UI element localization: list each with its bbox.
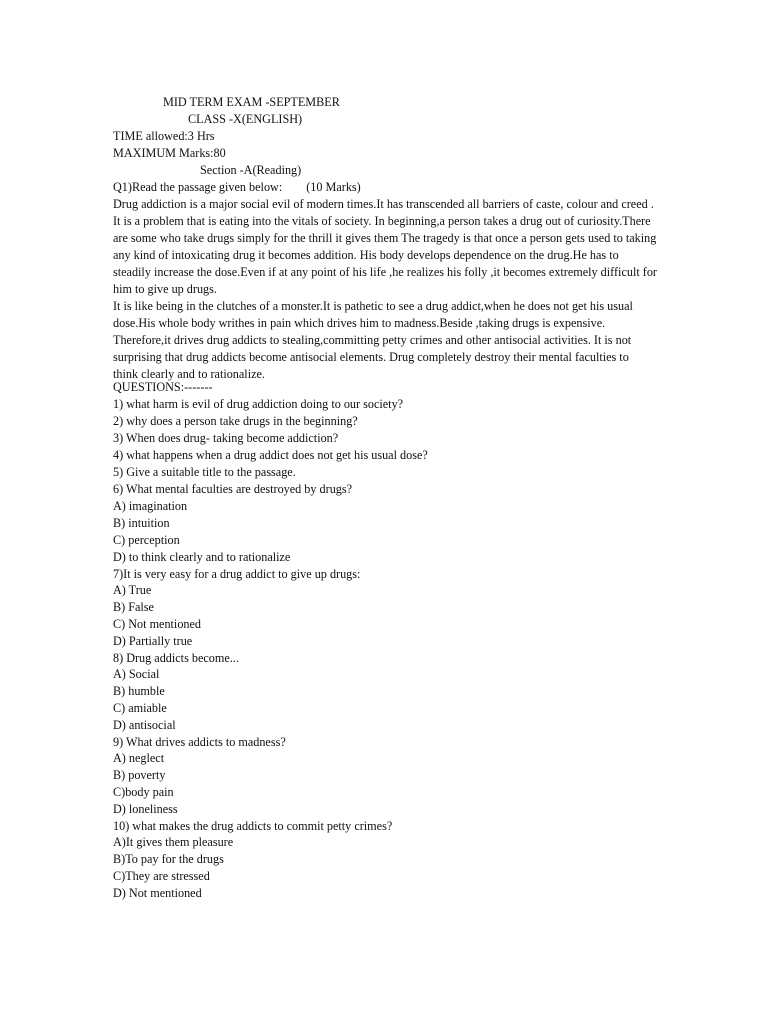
option-line: B)To pay for the drugs <box>113 852 224 866</box>
passage-line: Drug addiction is a major social evil of modern times.It has transcended all barriers of caste, colour and creed . <box>113 197 654 211</box>
q1-prompt: Q1)Read the passage given below: <box>113 180 283 194</box>
question-line: 2) why does a person take drugs in the beginning? <box>113 414 358 428</box>
exam-title: MID TERM EXAM -SEPTEMBER <box>163 95 340 109</box>
passage-line: dose.His whole body writhes in pain which drives him to madness.Beside ,taking drugs is expensive. <box>113 316 606 330</box>
q1-marks: (10 Marks) <box>306 180 361 194</box>
questions-heading: QUESTIONS:------- <box>113 380 213 394</box>
passage-line: steadily increase the dose.Even if at any point of his life ,he realizes his folly ,it becomes extremely difficult for <box>113 265 657 279</box>
question-line: 4) what happens when a drug addict does not get his usual dose? <box>113 448 428 462</box>
class-line: CLASS -X(ENGLISH) <box>188 112 303 126</box>
time-allowed: TIME allowed:3 Hrs <box>113 129 215 143</box>
option-line: C) perception <box>113 533 180 547</box>
option-line: C) Not mentioned <box>113 617 202 631</box>
option-line: A) True <box>113 583 152 597</box>
q1-line <box>113 179 361 196</box>
option-line: C) amiable <box>113 701 167 715</box>
question-line: 3) When does drug- taking become addiction? <box>113 431 339 445</box>
option-line: B) poverty <box>113 768 166 782</box>
option-line: B) humble <box>113 684 165 698</box>
passage-line: Therefore,it drives drug addicts to stealing,committing petty crimes and other antisocial activities. It is not <box>113 333 632 347</box>
question-line: 7)It is very easy for a drug addict to give up drugs: <box>113 567 361 581</box>
question-line: 10) what makes the drug addicts to commit petty crimes? <box>113 819 393 833</box>
option-line: D) antisocial <box>113 718 176 732</box>
question-line: 6) What mental faculties are destroyed by drugs? <box>113 482 353 496</box>
option-line: D) to think clearly and to rationalize <box>113 550 291 564</box>
section-heading: Section -A(Reading) <box>200 163 302 177</box>
option-line: D) loneliness <box>113 802 178 816</box>
passage-line: are some who take drugs simply for the thrill it gives them The tragedy is that once a person gets used to taking <box>113 231 657 245</box>
passage-line: It is a problem that is eating into the vitals of society. In beginning,a person takes a drug out of curiosity.There <box>113 214 651 228</box>
option-line: C)They are stressed <box>113 869 210 883</box>
option-line: B) False <box>113 600 154 614</box>
question-line: 5) Give a suitable title to the passage. <box>113 465 296 479</box>
option-line: D) Not mentioned <box>113 886 202 900</box>
passage-line: any kind of intoxicating drug it becomes addition. His body develops dependence on the drug.He has to <box>113 248 619 262</box>
question-line: 8) Drug addicts become... <box>113 651 239 665</box>
passage-line: surprising that drug addicts become antisocial elements. Drug completely destroy their mental faculties to <box>113 350 629 364</box>
option-line: A)It gives them pleasure <box>113 835 234 849</box>
option-line: A) imagination <box>113 499 188 513</box>
passage-line: It is like being in the clutches of a monster.It is pathetic to see a drug addict,when he does not get his usual <box>113 299 633 313</box>
passage-line: think clearly and to rationalize. <box>113 367 265 381</box>
question-line: 9) What drives addicts to madness? <box>113 735 286 749</box>
question-line: 1) what harm is evil of drug addiction doing to our society? <box>113 397 404 411</box>
option-line: B) intuition <box>113 516 170 530</box>
option-line: C)body pain <box>113 785 174 799</box>
option-line: D) Partially true <box>113 634 193 648</box>
option-line: A) Social <box>113 667 160 681</box>
passage-line: him to give up drugs. <box>113 282 217 296</box>
maximum-marks: MAXIMUM Marks:80 <box>113 146 226 160</box>
option-line: A) neglect <box>113 751 165 765</box>
